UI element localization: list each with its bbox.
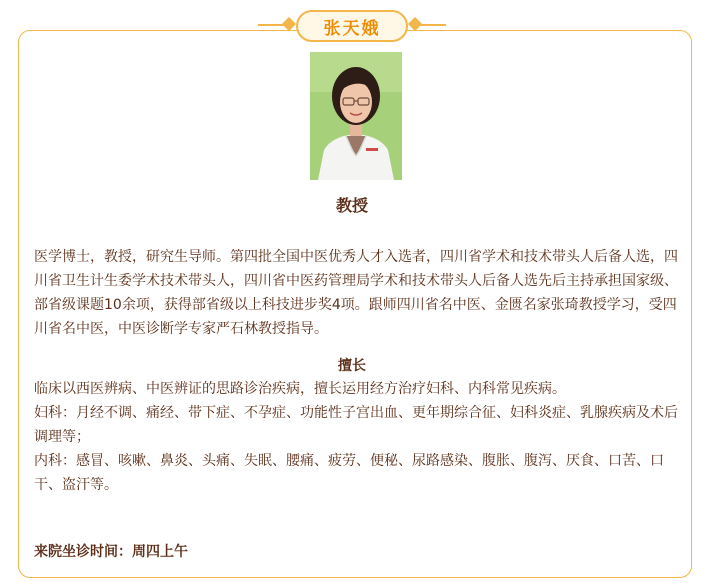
doctor-name-badge xyxy=(296,10,408,42)
doctor-name: 张天娥 xyxy=(323,18,381,39)
doctor-title: 教授 xyxy=(335,196,368,215)
doctor-bio: 医学博士，教授，研究生导师。第四批全国中医优秀人才入选者，四川省学术和技术带头人后备人选，四川省卫生计生委学术技术带头人，四川省中医药管理局学术和技术带头人后备人选先后主持承担国家级、部省级课题10余项，获得部省级以上科技进步奖4项。跟师四川省名中医、金匮名家张琦教授学习，受四川省名中医，中医诊断学专家严石林教授指导。 xyxy=(34,249,678,337)
diamond-ornament-right-icon xyxy=(408,17,422,31)
expertise-heading: 擅长 xyxy=(338,358,366,374)
expertise-gynecology: 妇科：月经不调、痛经、带下症、不孕症、功能性子宫出血、更年期综合征、妇科炎症、乳腺疾病及术后调理等； xyxy=(34,405,678,445)
doctor-photo xyxy=(310,52,402,180)
visit-time: 来院坐诊时间：周四上午 xyxy=(34,544,188,560)
expertise-internal-medicine: 内科：感冒、咳嗽、鼻炎、头痛、失眠、腰痛、疲劳、便秘、尿路感染、腹胀、腹泻、厌食、口苦、口干、盗汗等。 xyxy=(34,453,664,493)
doctor-portrait-image xyxy=(310,52,402,180)
expertise-section xyxy=(34,377,680,497)
expertise-summary: 临床以西医辨病、中医辨证的思路诊治疾病，擅长运用经方治疗妇科、内科常见疾病。 xyxy=(34,381,566,397)
diamond-ornament-left-icon xyxy=(282,17,296,31)
